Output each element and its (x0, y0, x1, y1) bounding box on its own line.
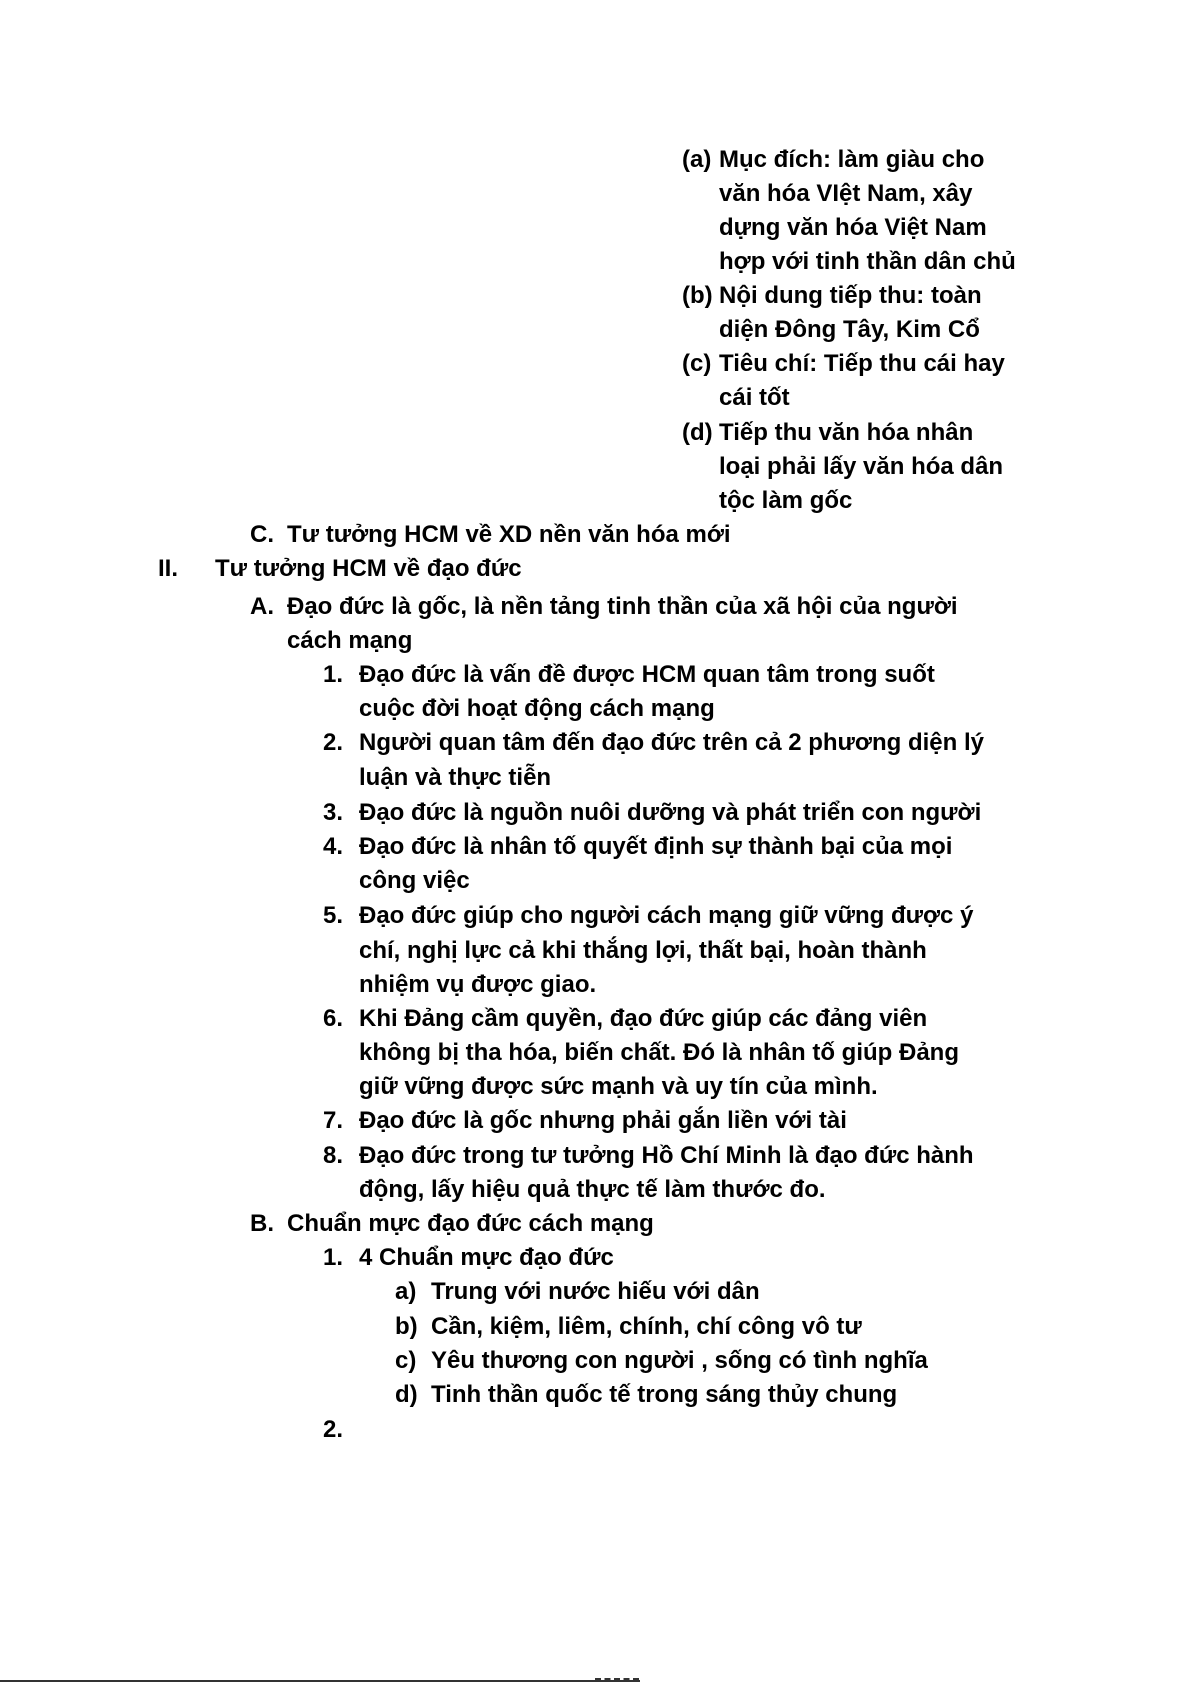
list-item-line: Đạo đức trong tư tưởng Hồ Chí Minh là đạo đức hành (359, 1142, 974, 1169)
list-item-line: 4 Chuẩn mực đạo đức (359, 1244, 614, 1271)
list-marker: 5. (323, 902, 344, 929)
list-item-line: tộc làm gốc (719, 487, 853, 514)
chapter-heading: Tư tưởng HCM về đạo đức (215, 555, 522, 582)
list-marker: 8. (323, 1142, 344, 1169)
list-marker: 6. (323, 1005, 344, 1032)
list-item-line: Người quan tâm đến đạo đức trên cả 2 phương diện lý (359, 729, 984, 756)
list-item-line: dựng văn hóa Việt Nam (719, 214, 987, 241)
list-item-line: Yêu thương con người , sống có tình nghĩa (431, 1347, 928, 1374)
list-item-line: luận và thực tiễn (359, 764, 552, 791)
list-item-line: Nội dung tiếp thu: toàn (719, 282, 982, 309)
list-item-line: Đạo đức giúp cho người cách mạng giữ vững được ý (359, 902, 974, 929)
list-item-line: Khi Đảng cầm quyền, đạo đức giúp các đảng viên (359, 1005, 928, 1032)
section-marker: C. (250, 521, 274, 548)
list-marker: c) (395, 1347, 417, 1374)
list-marker: 4. (323, 833, 344, 860)
list-marker: 2. (323, 729, 344, 756)
section-marker: B. (250, 1210, 274, 1237)
list-marker: a) (395, 1278, 417, 1305)
list-marker: 3. (323, 799, 344, 826)
list-marker: (a) (682, 146, 712, 173)
page-bottom-rule (0, 1680, 640, 1682)
list-item-line: chí, nghị lực cả khi thắng lợi, thất bại, hoàn thành (359, 937, 927, 964)
list-marker: 7. (323, 1107, 344, 1134)
section-marker: A. (250, 593, 274, 620)
list-item-line: Tiếp thu văn hóa nhân (719, 419, 974, 446)
list-item-line: công việc (359, 867, 470, 894)
list-marker: 1. (323, 1244, 344, 1271)
list-item-line: loại phải lấy văn hóa dân (719, 453, 1004, 480)
list-item-line: Đạo đức là gốc nhưng phải gắn liền với tài (359, 1107, 847, 1134)
list-item-line: động, lấy hiệu quả thực tế làm thước đo. (359, 1176, 826, 1203)
list-item-line: Mục đích: làm giàu cho (719, 146, 985, 173)
list-item-line: Đạo đức là nguồn nuôi dưỡng và phát triển con người (359, 799, 982, 826)
section-heading: Chuẩn mực đạo đức cách mạng (287, 1210, 654, 1237)
list-item-line: không bị tha hóa, biến chất. Đó là nhân tố giúp Đảng (359, 1039, 959, 1066)
section-heading: Đạo đức là gốc, là nền tảng tinh thần của xã hội của người (287, 593, 958, 620)
list-item-line: Cần, kiệm, liêm, chính, chí công vô tư (431, 1313, 862, 1340)
list-item-line: Đạo đức là nhân tố quyết định sự thành bại của mọi (359, 833, 953, 860)
list-item-line: văn hóa VIệt Nam, xây (719, 180, 973, 207)
list-item-line: giữ vững được sức mạnh và uy tín của mình. (359, 1073, 878, 1100)
section-heading: cách mạng (287, 627, 413, 654)
list-item-line: nhiệm vụ được giao. (359, 971, 597, 998)
list-item-line: Đạo đức là vấn đề được HCM quan tâm trong suốt (359, 661, 935, 688)
chapter-marker: II. (158, 555, 179, 582)
list-marker: b) (395, 1313, 418, 1340)
list-marker: 1. (323, 661, 344, 688)
list-item-line: cuộc đời hoạt động cách mạng (359, 695, 715, 722)
list-item-line: hợp với tinh thần dân chủ (719, 248, 1016, 275)
list-item-line: diện Đông Tây, Kim Cổ (719, 316, 980, 343)
list-item-line: Tinh thần quốc tế trong sáng thủy chung (431, 1381, 898, 1408)
page-bottom-rule-mark (595, 1678, 639, 1680)
list-item-line: Tiêu chí: Tiếp thu cái hay (719, 350, 1005, 377)
list-item-line: cái tốt (719, 384, 790, 411)
list-marker: d) (395, 1381, 418, 1408)
section-heading: Tư tưởng HCM về XD nền văn hóa mới (287, 521, 731, 548)
list-marker: 2. (323, 1416, 344, 1443)
list-item-line: Trung với nước hiếu với dân (431, 1278, 760, 1305)
list-marker: (d) (682, 419, 713, 446)
list-marker: (b) (682, 282, 713, 309)
list-marker: (c) (682, 350, 712, 377)
